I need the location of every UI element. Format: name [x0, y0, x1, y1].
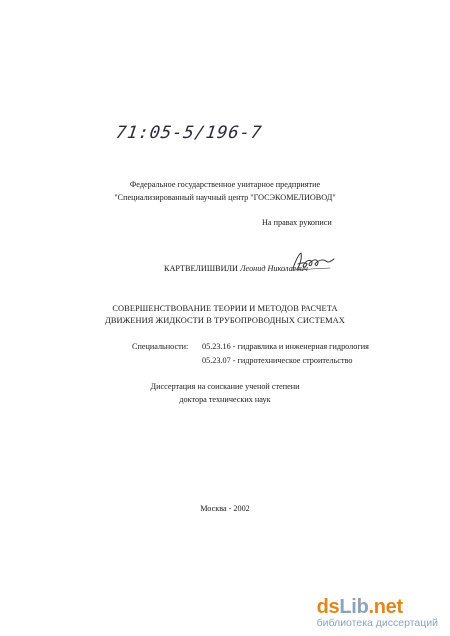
organization-line-2: "Специализированный научный центр "ГОСЭКОМЕЛИОВОД": [114, 193, 336, 202]
rights-note: На правах рукописи: [262, 218, 332, 227]
specialty-item: 05.23.16 - гидравлика и инженерная гидрология: [202, 342, 369, 351]
city-year: Москва - 2002: [200, 504, 250, 513]
dslib-watermark: [317, 597, 438, 630]
degree-statement: [0, 380, 450, 406]
author-signature: [290, 250, 338, 272]
logo-net: .net: [368, 596, 403, 618]
title-line-2: ДВИЖЕНИЯ ЖИДКОСТИ В ТРУБОПРОВОДНЫХ СИСТЕМАХ: [105, 316, 345, 325]
specialties-label: Специальности:: [132, 342, 189, 351]
degree-line-2: доктора технических наук: [179, 395, 271, 404]
specialty-item: 05.23.07 - гидротехническое строительство: [202, 356, 353, 365]
dslib-logo: [317, 597, 438, 617]
degree-line-1: Диссертация на соискание ученой степени: [150, 382, 300, 391]
organization-block: [0, 178, 450, 204]
title-line-1: СОВЕРШЕНСТВОВАНИЕ ТЕОРИИ И МЕТОДОВ РАСЧЕТА: [112, 304, 338, 313]
author-surname: КАРТВЕЛИШВИЛИ: [164, 264, 238, 273]
watermark-tagline: библиотека диссертаций: [316, 617, 438, 629]
author-name: [164, 264, 308, 273]
logo-lib: Lib: [339, 596, 369, 618]
dissertation-title: [0, 303, 450, 327]
logo-ds: ds: [316, 596, 340, 618]
handwritten-catalog-number: 71:05-5/196-7: [114, 123, 264, 143]
author-given-names: Леонид Николаевич: [240, 264, 308, 273]
organization-line-1: Федеральное государственное унитарное предприятие: [129, 180, 321, 189]
